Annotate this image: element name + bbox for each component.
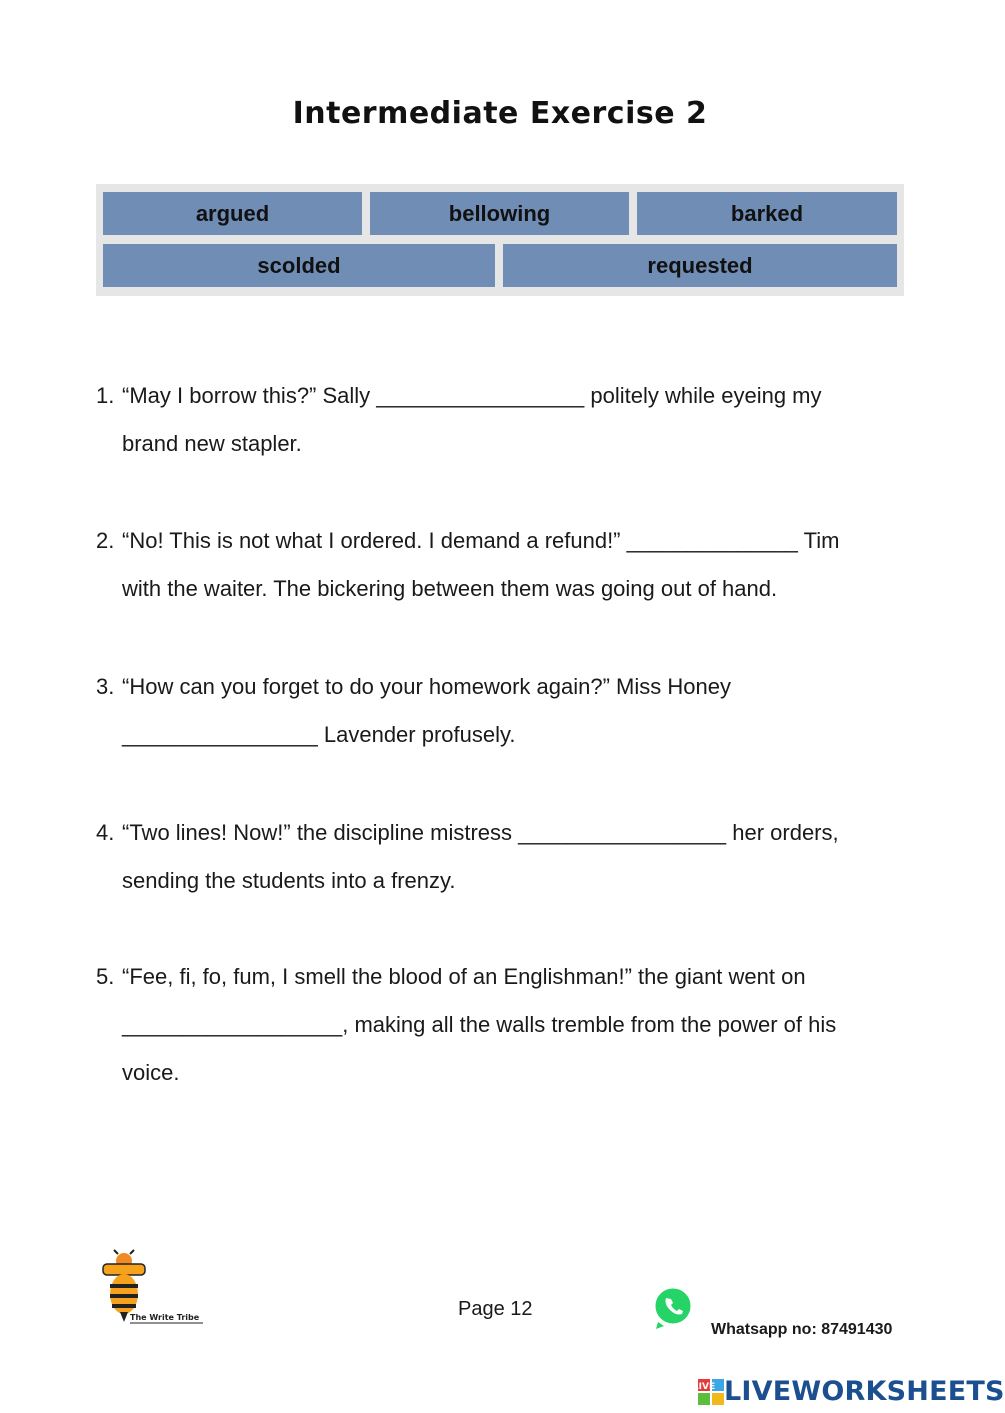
whatsapp-number: Whatsapp no: 87491430: [711, 1321, 893, 1338]
logo-letters: LIVE: [692, 1381, 716, 1392]
word-bank: [96, 184, 904, 296]
bee-logo-icon: [100, 1250, 205, 1326]
question-line: with the waiter. The bickering between them was going out of hand.: [122, 576, 778, 601]
question-line: “May I borrow this?” Sally _________________ politely while eyeing my: [122, 383, 822, 408]
question-line: voice.: [122, 1060, 180, 1085]
question-number: 5.: [96, 964, 115, 989]
liveworksheets-text: LIVEWORKSHEETS: [724, 1376, 1005, 1407]
liveworksheets-logo-icon: [692, 1379, 724, 1405]
question-number: 2.: [96, 528, 115, 553]
word-bank-item-scolded[interactable]: scolded: [103, 244, 495, 287]
question-1: [96, 372, 896, 468]
page-title: Intermediate Exercise 2: [292, 96, 708, 131]
question-number: 3.: [96, 674, 115, 699]
question-number: 1.: [96, 383, 115, 408]
page-number: Page 12: [458, 1298, 533, 1320]
word-bank-item-barked[interactable]: barked: [637, 192, 897, 235]
question-3: [96, 663, 896, 759]
question-number: 4.: [96, 820, 115, 845]
question-2: [96, 517, 896, 613]
question-line: “How can you forget to do your homework again?” Miss Honey: [122, 674, 731, 699]
question-line: ________________ Lavender profusely.: [122, 722, 516, 747]
logo-text: The Write Tribe: [130, 1313, 200, 1322]
whatsapp-icon: [650, 1284, 696, 1330]
question-line: brand new stapler.: [122, 431, 302, 456]
question-5: [96, 953, 896, 1097]
word-bank-item-argued[interactable]: argued: [103, 192, 362, 235]
question-line: “Two lines! Now!” the discipline mistress _________________ her orders,: [122, 820, 839, 845]
liveworksheets-brand[interactable]: [692, 1376, 1005, 1407]
question-line: “No! This is not what I ordered. I demand a refund!” ______________ Tim: [122, 528, 840, 553]
word-bank-item-requested[interactable]: requested: [503, 244, 897, 287]
question-line: sending the students into a frenzy.: [122, 868, 456, 893]
question-line: __________________, making all the walls tremble from the power of his: [122, 1012, 837, 1037]
question-4: [96, 809, 896, 905]
word-bank-item-bellowing[interactable]: bellowing: [370, 192, 629, 235]
question-line: “Fee, fi, fo, fum, I smell the blood of an Englishman!” the giant went on: [122, 964, 806, 989]
